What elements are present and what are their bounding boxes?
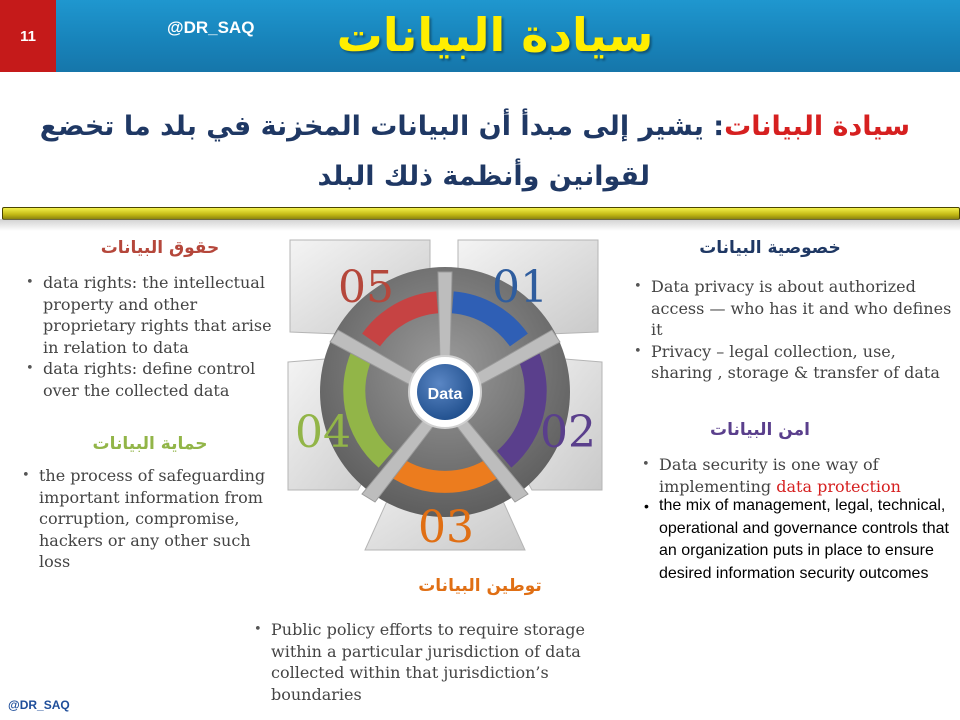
list-item: • the mix of management, legal, technical, operational and governance controls that an organization puts in place to ensure desired information security outcomes [642,495,956,585]
segment-number-01: 01 [492,262,548,313]
heading-data-security: امن البيانات [710,420,810,440]
list-item: • the process of safeguarding important information from corruption, compromise, hackers or any other such loss [22,465,282,573]
segment-number-05: 05 [338,262,394,313]
data-protection-list [22,465,282,573]
data-security-list [642,454,942,497]
definition-term: سيادة البيانات [724,111,910,142]
data-rights-list [26,272,286,401]
slide-title: سيادة البيانات [336,8,654,62]
heading-data-privacy: خصوصية البيانات [699,238,841,258]
divider-shadow [0,219,960,231]
list-item: • data rights: the intellectual property and other proprietary rights that arise in relation to data [26,272,286,358]
segment-number-04: 04 [295,407,351,458]
author-handle-bottom: @DR_SAQ [8,698,70,712]
security-item-text: Data security is one way of implementing [659,455,879,496]
data-security-list-2 [642,495,956,585]
definition-line-1 [30,102,910,152]
list-item [642,454,942,497]
author-handle-top: @DR_SAQ [167,18,255,37]
list-item: • Public policy efforts to require storage within a particular jurisdiction of data collected within that jurisdiction’s boundaries [254,619,614,705]
center-label: Data [427,386,463,403]
list-item: • Data privacy is about authorized access — who has it and who defines it [634,276,954,341]
segment-number-02: 02 [540,407,596,458]
segment-number-03: 03 [418,502,474,553]
definition-line-2: لقوانين وأنظمة ذلك البلد [317,161,650,192]
data-cycle-diagram [280,232,610,572]
heading-data-protection: حماية البيانات [92,434,208,454]
definition-line-1-rest: يشير إلى مبدأ أن البيانات المخزنة في بلد ما تخضع [39,111,704,142]
definition-text [30,102,910,202]
heading-data-localization: توطين البيانات [418,576,542,596]
heading-data-rights: حقوق البيانات [100,238,220,258]
definition-colon: : [703,111,725,142]
data-localization-list [254,619,614,705]
slide-number: 11 [0,0,56,72]
list-item: • data rights: define control over the collected data [26,358,286,401]
security-item-highlight: data protection [776,476,901,496]
data-privacy-list [634,276,954,384]
list-item: • Privacy – legal collection, use, sharing , storage & transfer of data [634,341,954,384]
